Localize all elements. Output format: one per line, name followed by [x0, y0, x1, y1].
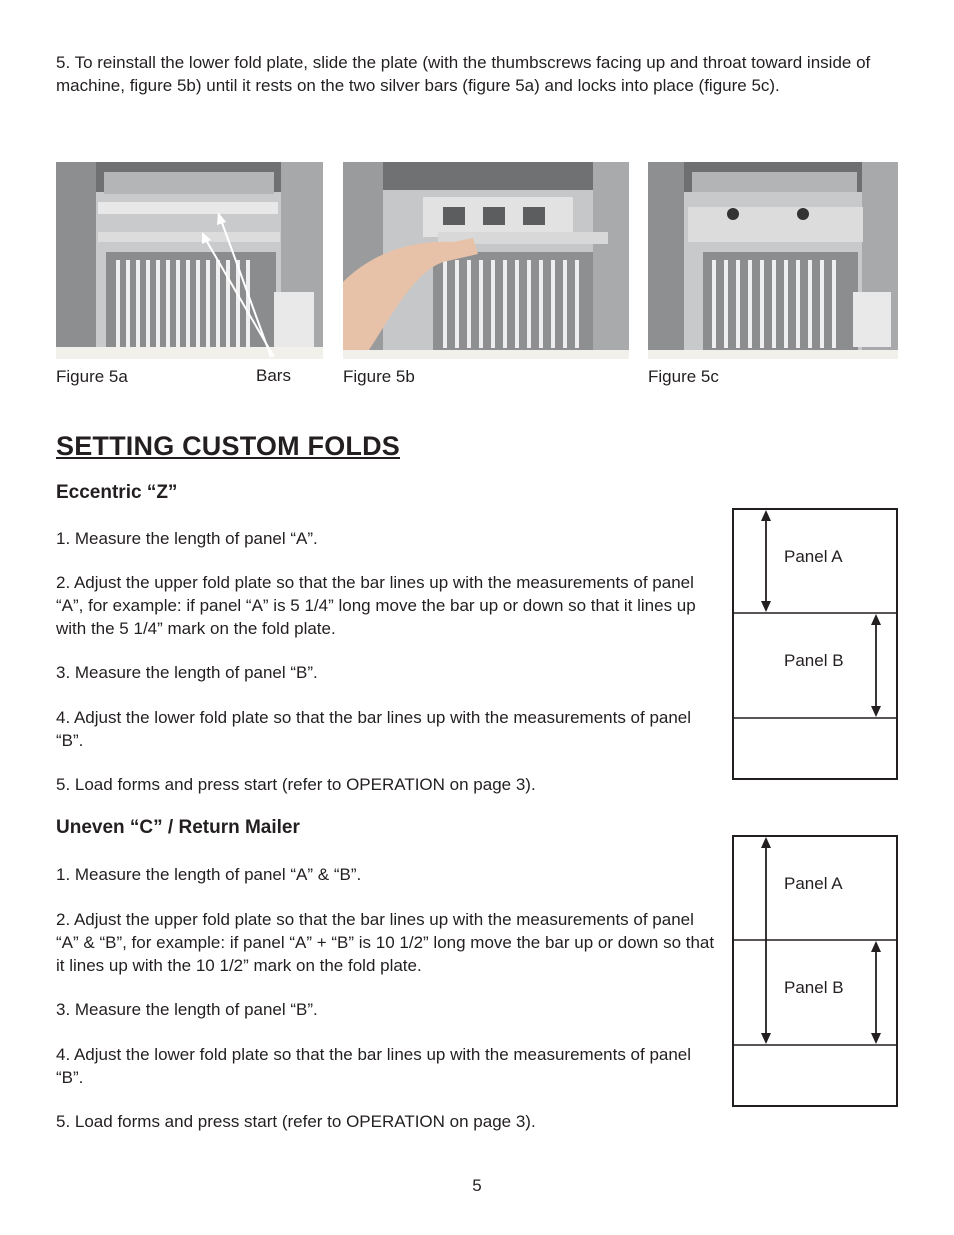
- eccentric-z-panel-a-label: Panel A: [784, 547, 843, 566]
- uneven-c-panel-a-label: Panel A: [784, 874, 843, 893]
- uneven-c-fold-diagram: [732, 835, 898, 1107]
- section-title: SETTING CUSTOM FOLDS: [56, 431, 401, 461]
- eccentric-z-step-4: 4. Adjust the lower fold plate so that the bar lines up with the measurements of panel “B”.: [56, 708, 692, 750]
- figure-5c-caption: Figure 5c: [648, 367, 719, 386]
- uneven-c-panel-b-label: Panel B: [784, 978, 844, 997]
- eccentric-z-panel-b-label: Panel B: [784, 651, 844, 670]
- uneven-c-step-4: 4. Adjust the lower fold plate so that the bar lines up with the measurements of panel “B”.: [56, 1045, 692, 1087]
- eccentric-z-step-5: 5. Load forms and press start (refer to OPERATION on page 3).: [56, 775, 536, 794]
- uneven-c-heading: Uneven “C” / Return Mailer: [56, 817, 300, 838]
- bars-callout: Bars: [256, 366, 291, 385]
- figure-5c-photo: [648, 162, 898, 359]
- intro-step-5: 5. To reinstall the lower fold plate, slide the plate (with the thumbscrews facing up and throat toward inside of machine, figure 5b) until it rests on the two silver bars (figure 5a) and locks into place (figure 5c).: [56, 53, 871, 95]
- eccentric-z-fold-diagram: [732, 508, 898, 780]
- eccentric-z-step-3: 3. Measure the length of panel “B”.: [56, 663, 318, 682]
- eccentric-z-step-1: 1. Measure the length of panel “A”.: [56, 529, 318, 548]
- uneven-c-step-5: 5. Load forms and press start (refer to OPERATION on page 3).: [56, 1112, 536, 1131]
- uneven-c-step-2: 2. Adjust the upper fold plate so that the bar lines up with the measurements of panel “A” & “B”, for example: if panel “A” + “B” is 10 1/2” long move the bar up or down so that it lines up with the 10 1/2” mark on the fold plate.: [56, 910, 715, 975]
- figure-5b-photo: [343, 162, 629, 359]
- figure-5a-caption: Figure 5a: [56, 367, 128, 386]
- eccentric-z-step-2: 2. Adjust the upper fold plate so that the bar lines up with the measurements of panel “A”, for example: if panel “A” is 5 1/4” long move the bar up or down so that it lines up with the 5 1/4” mark on the fold plate.: [56, 573, 696, 638]
- uneven-c-step-3: 3. Measure the length of panel “B”.: [56, 1000, 318, 1019]
- uneven-c-step-1: 1. Measure the length of panel “A” & “B”.: [56, 865, 362, 884]
- figure-5b-caption: Figure 5b: [343, 367, 415, 386]
- page-number: 5: [472, 1176, 482, 1195]
- figure-5a-photo: [56, 162, 323, 359]
- eccentric-z-heading: Eccentric “Z”: [56, 482, 178, 503]
